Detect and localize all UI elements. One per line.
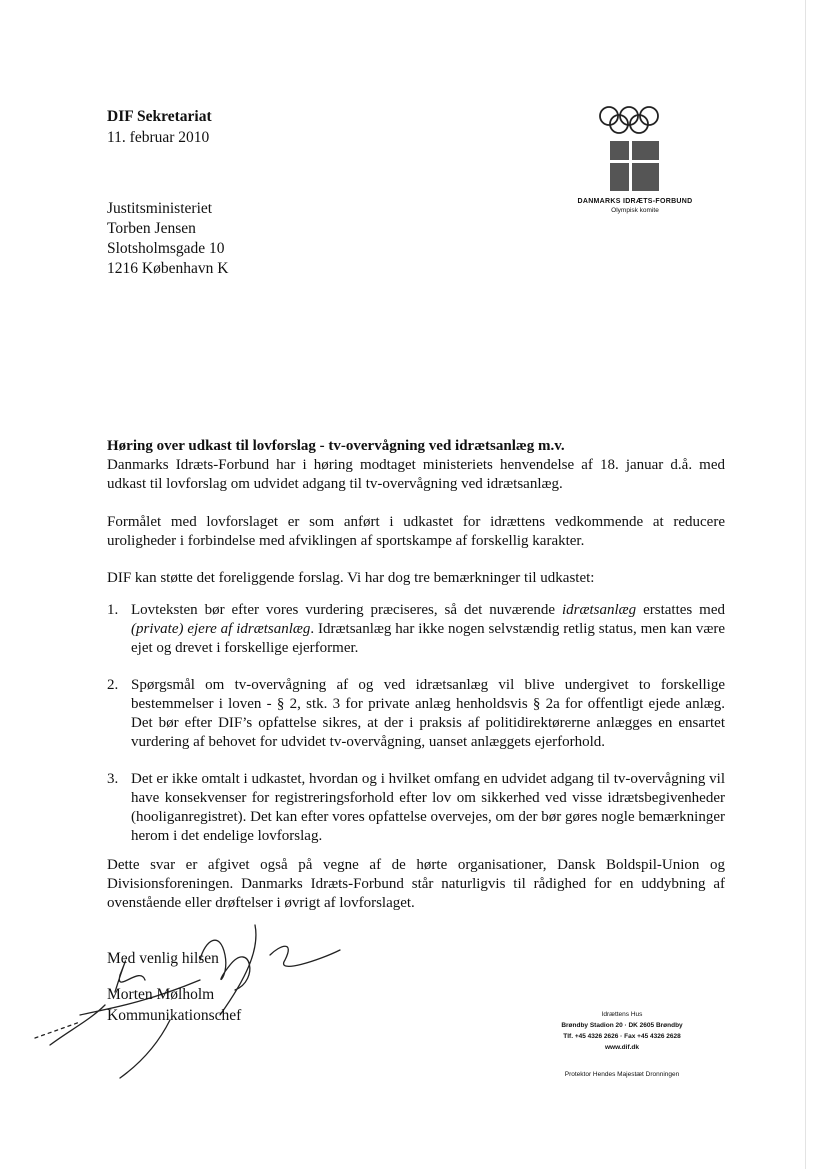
recipient-line: Slotsholmsgade 10 [107,240,225,257]
recipient-line: 1216 København K [107,260,229,277]
list-text: Det er ikke omtalt i udkastet, hvordan og i hvilket omfang en udvidet adgang til tv-overvågning vil have konsekvenser for registreringsforhold efter lov om sikkerhed ved visse idrætsbegivenheder (hooliganregistret). Det kan efter vores opfattelse overvejes, om der bør gøres nogle bemærkninger herom i det endelige lovforslag. [131,771,725,844]
signer-title: Kommunikationschef [107,1007,242,1024]
footer-line: www.dif.dk [604,1044,640,1051]
purpose-paragraph: Formålet med lovforslaget er som anført i udkastet for idrættens vedkommende at reducere uroligheder i forbindelse med afviklingen af sportskampe af forskellig karakter. [107,514,725,549]
footer-line: Brøndby Stadion 20 · DK 2605 Brøndby [561,1022,683,1029]
list-number: 3. [107,771,119,787]
page-edge-line [805,0,806,1169]
signer-name: Morten Mølholm [107,986,215,1003]
letter-heading: Høring over udkast til lovforslag - tv-overvågning ved idrætsanlæg m.v. [107,438,565,454]
list-item [107,770,725,846]
list-number: 1. [107,602,119,618]
footer-patron: Protektor Hendes Majestæt Dronningen [564,1071,680,1078]
list-item [107,601,725,658]
sender-name: DIF Sekretariat [107,108,212,125]
intro-section [107,437,725,494]
recipient-line: Torben Jensen [107,220,196,237]
dif-logo [555,103,715,214]
list-text: Spørgsmål om tv-overvågning af og ved idrætsanlæg vil blive undergivet to forskellige bestemmelser i loven - § 2, stk. 3 for private anlæg henholdsvis § 2a for offentligt ejede anlæg. Det bør efter DIF’s opfattelse sikres, at der i praksis af politidirektørerne anlægges en ensartet vurdering af behovet for udvidet tv-overvågning, uanset anlæggets ejerforhold. [131,677,725,750]
list-text: Lovteksten bør efter vores vurdering præciseres, så det nuværende idrætsanlæg erstattes med (private) ejere af idrætsanlæg. Idrætsanlæg har ikke nogen selvstændig retlig status, men kan være ejet og drevet i forskellige ejerformer. [131,602,725,656]
letter-date: 11. februar 2010 [107,129,210,146]
footer-address [522,1009,722,1053]
sender-block [107,106,212,148]
logo-name: DANMARKS IDRÆTS-FORBUND [577,198,693,205]
closing-block [107,948,241,1026]
support-paragraph: DIF kan støtte det foreliggende forslag. Vi har dog tre bemærkninger til udkastet: [107,570,595,586]
logo-subtitle: Olympisk komite [611,207,659,214]
footer-line: Idrættens Hus [601,1011,643,1018]
recipient-line: Justitsministeriet [107,200,213,217]
closing-greeting: Med venlig hilsen [107,950,219,967]
closing-paragraph: Dette svar er afgivet også på vegne af de hørte organisationer, Dansk Boldspil-Union og Divisionsforeningen. Danmarks Idræts-Forbund står naturligvis til rådighed for en uddybning af ovenstående eller drøftelser i øvrigt af lovforslaget. [107,857,725,911]
list-number: 2. [107,677,119,693]
recipient-block [107,199,228,279]
footer-line: Tlf. +45 4326 2626 · Fax +45 4326 2628 [563,1033,681,1040]
intro-paragraph: Danmarks Idræts-Forbund har i høring modtaget ministeriets henvendelse af 18. januar d.å. med udkast til lovforslag om udvidet adgang til tv-overvågning ved idrætsanlæg. [107,457,725,492]
list-item [107,676,725,752]
olympic-rings-flag-icon [595,103,675,193]
remarks-list [107,601,725,864]
